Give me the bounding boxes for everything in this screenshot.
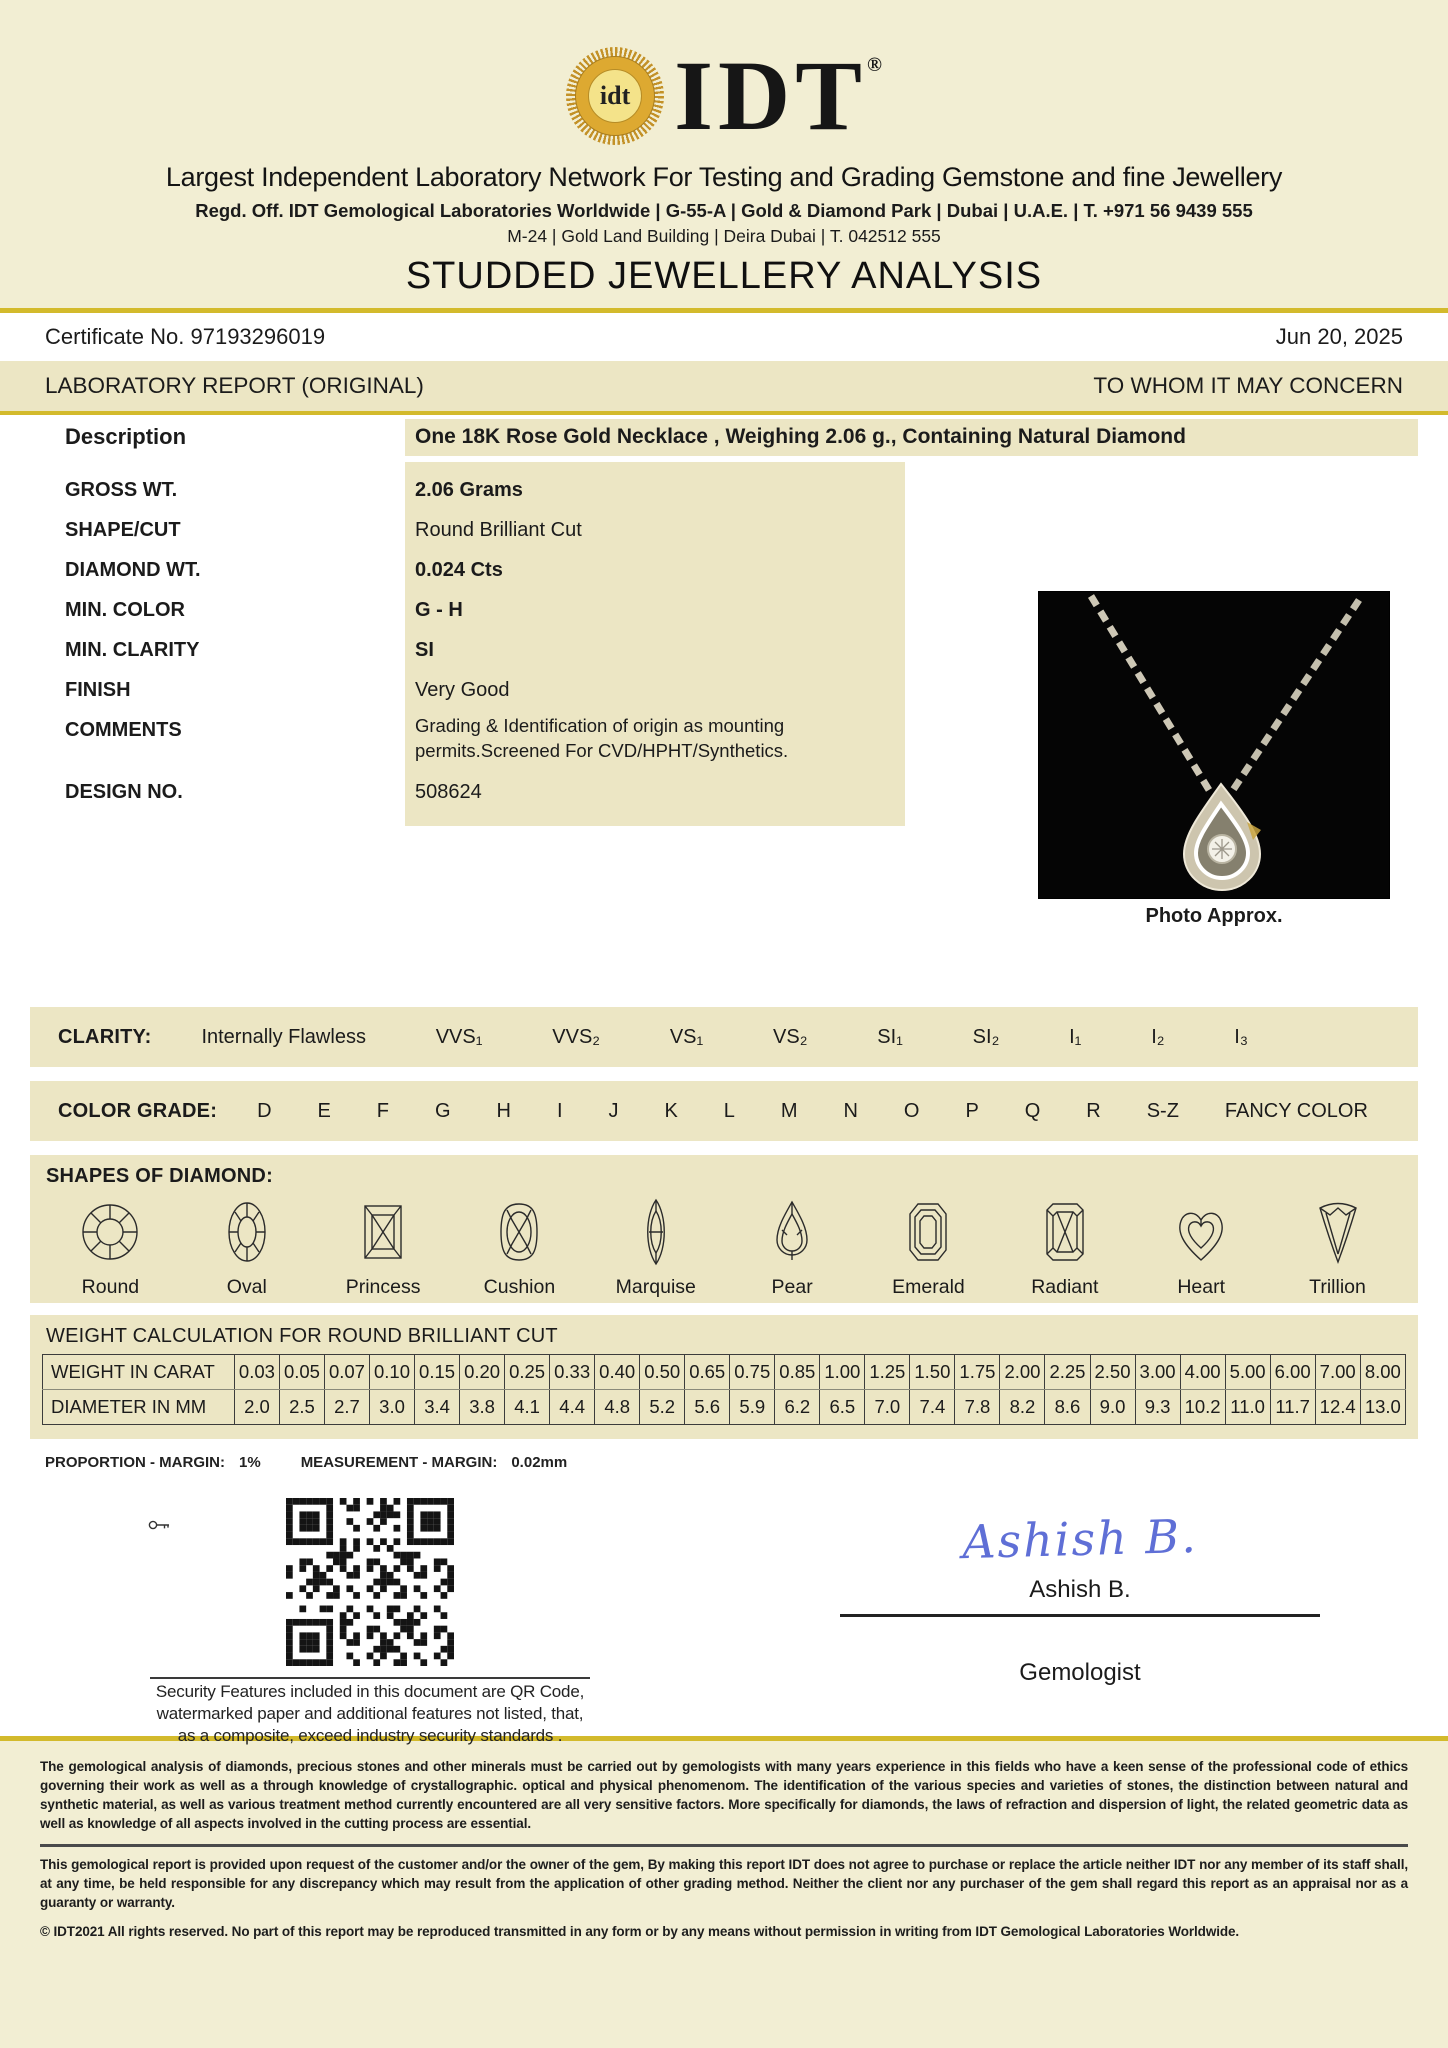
color-grade: FANCY COLOR <box>1224 1099 1368 1122</box>
logo-wordmark: IDT® <box>674 40 882 151</box>
weight-table-cell: 9.0 <box>1090 1390 1135 1425</box>
signatory-role: Gemologist <box>1019 1659 1141 1686</box>
shape-name: Emerald <box>892 1276 965 1298</box>
color-grade: I <box>556 1099 563 1122</box>
color-grade: O <box>903 1099 920 1122</box>
color-grade: N <box>843 1099 858 1122</box>
color-grade: F <box>376 1099 390 1122</box>
diamond-shape <box>864 1190 993 1299</box>
description-row <box>0 419 1448 456</box>
diamond-shape <box>591 1190 720 1299</box>
footer-divider <box>40 1844 1408 1847</box>
weight-table-cell: 0.03 <box>234 1355 279 1390</box>
weight-table-title: WEIGHT CALCULATION FOR ROUND BRILLIANT CUT <box>46 1325 558 1347</box>
weight-table-cell: 2.0 <box>234 1390 279 1425</box>
weight-table-cell: 4.00 <box>1180 1355 1225 1390</box>
shapes-row <box>46 1190 1402 1299</box>
field-value: 508624 <box>405 764 905 804</box>
weight-table-cell: 7.4 <box>910 1390 955 1425</box>
field-row <box>0 542 1448 582</box>
diamond-shape <box>1273 1190 1402 1299</box>
color-grade: S-Z <box>1146 1099 1179 1122</box>
color-grade: E <box>317 1099 331 1122</box>
emerald-shape-icon <box>896 1190 960 1274</box>
seal-monogram: idt <box>588 69 642 123</box>
color-grade-items <box>217 1100 1418 1123</box>
color-grade: H <box>496 1099 511 1122</box>
weight-table-cell: 0.15 <box>415 1355 460 1390</box>
signature-line <box>840 1614 1320 1617</box>
shape-name: Pear <box>771 1276 813 1298</box>
idt-seal-icon <box>566 47 664 145</box>
color-grade-label: COLOR GRADE: <box>58 1099 218 1122</box>
document-title: STUDDED JEWELLERY ANALYSIS <box>405 255 1043 297</box>
weight-table-cell: 0.75 <box>730 1355 775 1390</box>
round-shape-icon <box>78 1190 142 1274</box>
authentication-section <box>0 1484 1448 1745</box>
security-note: Security Features included in this document are QR Code, watermarked paper and additional features not listed, that, as a composite, exceed industry security standards . <box>155 1682 585 1745</box>
address-line-2: M-24 | Gold Land Building | Deira Dubai | T. 042512 555 <box>507 226 941 246</box>
measurement-margin-label: MEASUREMENT - MARGIN: <box>300 1454 498 1471</box>
shapes-label: SHAPES OF DIAMOND: <box>46 1165 273 1187</box>
weight-table-cell: 0.10 <box>370 1355 415 1390</box>
weight-table-cell: 4.1 <box>505 1390 550 1425</box>
weight-table-cell: 3.0 <box>370 1390 415 1425</box>
clarity-grade: I₃ <box>1234 1025 1248 1048</box>
fields-section <box>0 415 1448 987</box>
field-label: GROSS WT. <box>65 479 178 501</box>
color-grade: L <box>723 1099 735 1122</box>
field-value: 2.06 Grams <box>405 462 905 502</box>
weight-table-cell: 10.2 <box>1180 1390 1225 1425</box>
color-grade: Q <box>1024 1099 1041 1122</box>
signature-script: Ashish B. <box>961 1508 1199 1570</box>
color-grade: D <box>257 1099 272 1122</box>
color-grade: P <box>965 1099 979 1122</box>
field-label: MIN. COLOR <box>65 599 185 621</box>
pear-shape-icon <box>760 1190 824 1274</box>
field-label: SHAPE/CUT <box>65 519 181 541</box>
weight-table <box>42 1354 1406 1425</box>
field-row <box>0 462 1448 502</box>
clarity-items <box>151 1026 1418 1049</box>
proportion-margin-label: PROPORTION - MARGIN: <box>45 1454 225 1471</box>
weight-table-cell: 3.00 <box>1135 1355 1180 1390</box>
trillion-shape-icon <box>1306 1190 1370 1274</box>
weight-table-cell: 0.25 <box>505 1355 550 1390</box>
key-icon <box>148 1518 172 1532</box>
certificate-row <box>0 313 1448 361</box>
weight-table-cell: 0.85 <box>775 1355 820 1390</box>
logo <box>0 36 1448 156</box>
field-value: Grading & Identification of origin as mounting permits.Screened For CVD/HPHT/Synthetics. <box>405 702 905 764</box>
concern-text: TO WHOM IT MAY CONCERN <box>1093 373 1403 398</box>
shape-name: Cushion <box>483 1276 556 1298</box>
qr-divider-line <box>150 1677 590 1679</box>
weight-table-cell: 8.00 <box>1360 1355 1405 1390</box>
field-label: DESIGN NO. <box>65 780 183 803</box>
field-value: 0.024 Cts <box>405 542 905 582</box>
weight-table-cell: 0.33 <box>550 1355 595 1390</box>
weight-table-cell: 2.5 <box>279 1390 324 1425</box>
diamond-shape <box>319 1190 448 1299</box>
carat-row-label: WEIGHT IN CARAT <box>43 1355 235 1390</box>
certificate-date: Jun 20, 2025 <box>1275 324 1403 349</box>
measurement-margin-value: 0.02mm <box>511 1454 568 1471</box>
weight-table-cell: 2.50 <box>1090 1355 1135 1390</box>
weight-table-cell: 5.2 <box>640 1390 685 1425</box>
weight-table-cell: 4.4 <box>550 1390 595 1425</box>
field-value: Very Good <box>405 662 905 702</box>
weight-table-cell: 7.8 <box>955 1390 1000 1425</box>
weight-table-cell: 3.8 <box>460 1390 505 1425</box>
photo-caption: Photo Approx. <box>1145 905 1283 927</box>
weight-table-cell: 12.4 <box>1315 1390 1360 1425</box>
report-type-band <box>0 361 1448 415</box>
footer <box>0 1736 1448 1941</box>
clarity-grade: I₁ <box>1069 1025 1082 1048</box>
description-label: Description <box>65 424 187 449</box>
field-value: G - H <box>405 582 905 622</box>
diamond-shape <box>182 1190 311 1299</box>
field-value: Round Brilliant Cut <box>405 502 905 542</box>
cushion-shape-icon <box>487 1190 551 1274</box>
weight-table-cell: 8.6 <box>1045 1390 1090 1425</box>
shape-name: Radiant <box>1031 1276 1099 1298</box>
diamond-shape <box>1137 1190 1266 1299</box>
weight-table-cell: 3.4 <box>415 1390 460 1425</box>
weight-table-cell: 0.20 <box>460 1355 505 1390</box>
weight-table-cell: 11.7 <box>1270 1390 1315 1425</box>
weight-table-cell: 2.25 <box>1045 1355 1090 1390</box>
weight-table-cell: 11.0 <box>1225 1390 1270 1425</box>
necklace-image <box>1039 592 1389 898</box>
weight-table-cell: 5.9 <box>730 1390 775 1425</box>
proportion-margin-value: 1% <box>239 1454 261 1471</box>
report-type: LABORATORY REPORT (ORIGINAL) <box>45 373 424 398</box>
color-grade: G <box>434 1099 451 1122</box>
weight-calculation <box>30 1315 1418 1439</box>
radiant-shape-icon <box>1033 1190 1097 1274</box>
weight-table-cell: 0.05 <box>279 1355 324 1390</box>
color-grade: K <box>664 1099 678 1122</box>
field-row <box>0 502 1448 542</box>
field-value: SI <box>405 622 905 662</box>
clarity-grade: I₂ <box>1151 1025 1165 1048</box>
heart-shape-icon <box>1169 1190 1233 1274</box>
shape-name: Princess <box>345 1276 421 1298</box>
tagline: Largest Independent Laboratory Network For Testing and Grading Gemstone and fine Jewellery <box>165 162 1283 192</box>
field-label: COMMENTS <box>65 719 182 741</box>
weight-table-cell: 7.0 <box>865 1390 910 1425</box>
report-body <box>0 313 1448 1745</box>
clarity-label: CLARITY: <box>58 1025 152 1048</box>
weight-table-cell: 6.00 <box>1270 1355 1315 1390</box>
weight-table-cell: 6.2 <box>775 1390 820 1425</box>
weight-table-cell: 0.50 <box>640 1355 685 1390</box>
shape-name: Heart <box>1177 1276 1225 1298</box>
weight-table-cell: 0.65 <box>685 1355 730 1390</box>
header <box>0 0 1448 313</box>
qr-code <box>286 1498 454 1666</box>
weight-table-cell: 9.3 <box>1135 1390 1180 1425</box>
weight-table-cell: 2.7 <box>324 1390 369 1425</box>
diamond-shape <box>455 1190 584 1299</box>
jewellery-photo <box>1038 591 1390 899</box>
certificate-number: Certificate No. 97193296019 <box>45 324 326 349</box>
weight-table-cell: 13.0 <box>1360 1390 1405 1425</box>
clarity-grade: Internally Flawless <box>201 1025 366 1048</box>
signature-block <box>840 1484 1320 1687</box>
color-grade: M <box>780 1099 798 1122</box>
weight-table-cell: 1.75 <box>955 1355 1000 1390</box>
weight-table-cell: 1.50 <box>910 1355 955 1390</box>
diamond-shape <box>728 1190 857 1299</box>
shape-name: Trillion <box>1309 1276 1366 1298</box>
clarity-grade: VS₁ <box>669 1025 704 1048</box>
clarity-grade: SI₁ <box>877 1025 903 1048</box>
field-label: FINISH <box>65 679 131 701</box>
weight-table-cell: 8.2 <box>1000 1390 1045 1425</box>
weight-table-cell: 1.00 <box>820 1355 865 1390</box>
weight-table-cell: 5.6 <box>685 1390 730 1425</box>
footer-copyright: © IDT2021 All rights reserved. No part of this report may be reproduced transmitted in any form or by any means without permission in writing from IDT Gemological Laboratories Worldwide. <box>40 1924 1240 1940</box>
clarity-scale <box>30 1007 1418 1067</box>
weight-table-cell: 0.07 <box>324 1355 369 1390</box>
photo-block <box>1038 591 1390 928</box>
princess-shape-icon <box>351 1190 415 1274</box>
weight-table-cell: 6.5 <box>820 1390 865 1425</box>
color-grade: J <box>608 1099 619 1122</box>
color-grade: R <box>1086 1099 1101 1122</box>
weight-table-cell: 5.00 <box>1225 1355 1270 1390</box>
field-label: DIAMOND WT. <box>65 559 201 581</box>
weight-table-cell: 1.25 <box>865 1355 910 1390</box>
weight-table-cell: 2.00 <box>1000 1355 1045 1390</box>
clarity-grade: SI₂ <box>972 1025 1000 1048</box>
clarity-grade: VVS₁ <box>435 1025 483 1048</box>
weight-table-cell: 7.00 <box>1315 1355 1360 1390</box>
marquise-shape-icon <box>624 1190 688 1274</box>
clarity-grade: VVS₂ <box>552 1025 601 1048</box>
signatory-name: Ashish B. <box>1029 1576 1131 1603</box>
address-line-1: Regd. Off. IDT Gemological Laboratories Worldwide | G-55-A | Gold & Diamond Park | Dubai | U.A.E. | T. +971 56 9439 555 <box>195 200 1253 221</box>
shape-name: Marquise <box>615 1276 696 1298</box>
footer-paragraph-2: This gemological report is provided upon request of the customer and/or the owner of the gem, By making this report IDT does not agree to purchase or replace the article neither IDT nor any member of its staff shall, at any time, be held responsible for any discrepancy which may result from the application of other grading method. Neither the client nor any purchaser of the gem shall regard this report as an appraisal nor as a guaranty or warranty. <box>40 1856 1408 1910</box>
weight-table-cell: 4.8 <box>595 1390 640 1425</box>
field-label: MIN. CLARITY <box>65 639 200 661</box>
diameter-row-label: DIAMETER IN MM <box>51 1396 207 1417</box>
description-value: One 18K Rose Gold Necklace , Weighing 2.06 g., Containing Natural Diamond <box>405 419 1418 456</box>
shape-name: Round <box>81 1276 140 1298</box>
qr-block <box>150 1498 590 1746</box>
diamond-shape <box>46 1190 175 1299</box>
weight-table-cell: 0.40 <box>595 1355 640 1390</box>
shape-name: Oval <box>226 1276 267 1298</box>
oval-shape-icon <box>215 1190 279 1274</box>
diamond-shape <box>1000 1190 1129 1299</box>
footer-paragraph-1: The gemological analysis of diamonds, precious stones and other minerals must be carried out by gemologists with many years experience in this fields who have a keen sense of the professional code of ethics governing their work as well as a through knowledge of crystallographic. optical and physical phenomenom. The identification of the various species and varieties of stones, the distinction between natural and synthetic material, as well as various treatment method currently encountered are all very sensitive factors. More specifically for diamonds, the laws of refraction and dispersion of light, the related geometric data as well as knowledge of all aspects involved in the cutting process are essential. <box>40 1759 1408 1832</box>
clarity-grade: VS₂ <box>773 1025 808 1048</box>
shapes-of-diamond <box>30 1155 1418 1303</box>
margins-line <box>0 1439 1448 1484</box>
color-grade-scale <box>30 1081 1418 1141</box>
registered-mark: ® <box>866 54 882 76</box>
